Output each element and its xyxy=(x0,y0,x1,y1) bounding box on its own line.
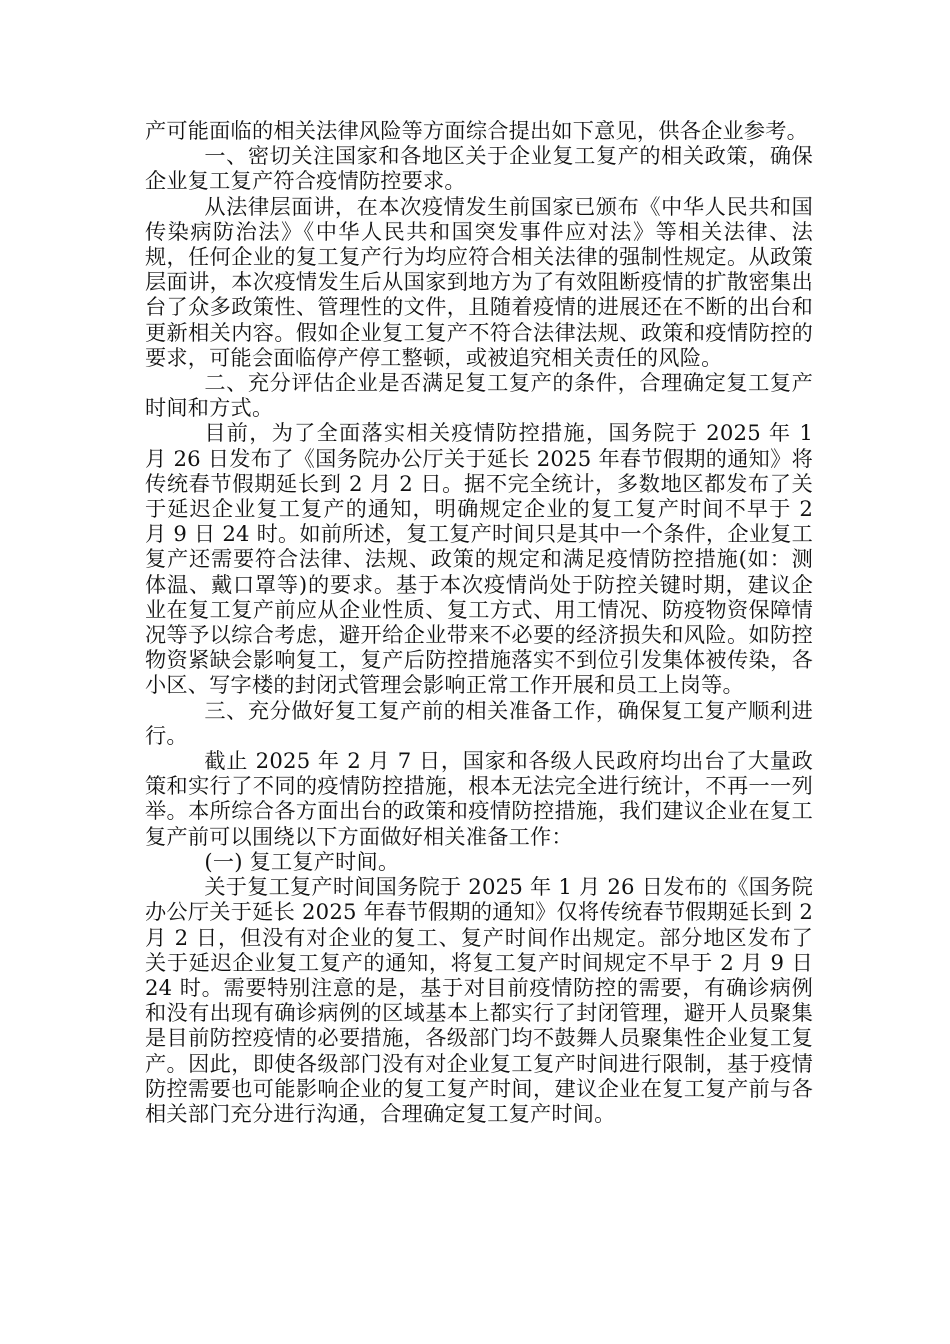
paragraph-intro-continuation: 产可能面临的相关法律风险等方面综合提出如下意见，供各企业参考。 xyxy=(145,118,809,143)
paragraph-preparation: 截止 2025 年 2 月 7 日，国家和各级人民政府均出台了大量政策和实行了不同的疫情防控措施，根本无法完全进行统计，不再一一列举。本所综合各方面出台的政策和疫情防控措施，我们建议企业在复工复产前可以围绕以下方面做好相关准备工作： xyxy=(145,748,813,849)
heading-section-one: 一、密切关注国家和各地区关于企业复工复产的相关政策，确保企业复工复产符合疫情防控要求。 xyxy=(145,143,813,194)
paragraph-legal-policy: 从法律层面讲，在本次疫情发生前国家已颁布《中华人民共和国传染病防治法》《中华人民共和国突发事件应对法》等相关法律、法规，任何企业的复工复产行为均应符合相关法律的强制性规定。从政策层面讲，本次疫情发生后从国家到地方为了有效阻断疫情的扩散密集出台了众多政策性、管理性的文件，且随着疫情的进展还在不断的出台和更新相关内容。假如企业复工复产不符合法律法规、政策和疫情防控的要求，可能会面临停产停工整顿，或被追究相关责任的风险。 xyxy=(145,193,813,370)
paragraph-current-measures: 目前，为了全面落实相关疫情防控措施，国务院于 2025 年 1 月 26 日发布了《国务院办公厅关于延长 2025 年春节假期的通知》将传统春节假期延长到 2 月 2 日。据不完全统计，多数地区都发布了关于延迟企业复工复产的通知，明确规定企业的复工复产时间不早于 2 月 9 日 24 时。如前所述，复工复产时间只是其中一个条件，企业复工复产还需要符合法律、法规、政策的规定和满足疫情防控措施(如：测体温、戴口罩等)的要求。基于本次疫情尚处于防控关键时期，建议企业在复工复产前应从企业性质、复工方式、用工情况、防疫物资保障情况等予以综合考虑，避开给企业带来不必要的经济损失和风险。如防控物资紧缺会影响复工，复产后防控措施落实不到位引发集体被传染，各小区、写字楼的封闭式管理会影响正常工作开展和员工上岗等。 xyxy=(145,420,813,698)
paragraph-resumption-time: 关于复工复产时间国务院于 2025 年 1 月 26 日发布的《国务院办公厅关于延长 2025 年春节假期的通知》仅将传统春节假期延长到 2 月 2 日，但没有对企业的复工、复产时间作出规定。部分地区发布了关于延迟企业复工复产的通知，将复工复产时间规定不早于 2 月 9 日 24 时。需要特别注意的是，基于对目前疫情防控的需要，有确诊病例和没有出现有确诊病例的区域基本上都实行了封闭管理，避开人员聚集是目前防控疫情的必要措施，各级部门均不鼓舞人员聚集性企业复工复产。因此，即使各级部门没有对企业复工复产时间进行限制，基于疫情防控需要也可能影响企业的复工复产时间，建议企业在复工复产前与各相关部门充分进行沟通，合理确定复工复产时间。 xyxy=(145,874,813,1126)
heading-section-three: 三、充分做好复工复产前的相关准备工作，确保复工复产顺利进行。 xyxy=(145,697,813,748)
heading-section-two: 二、充分评估企业是否满足复工复产的条件，合理确定复工复产时间和方式。 xyxy=(145,370,813,421)
document-body xyxy=(145,118,813,1126)
subheading-resumption-time: (一) 复工复产时间。 xyxy=(204,848,400,874)
